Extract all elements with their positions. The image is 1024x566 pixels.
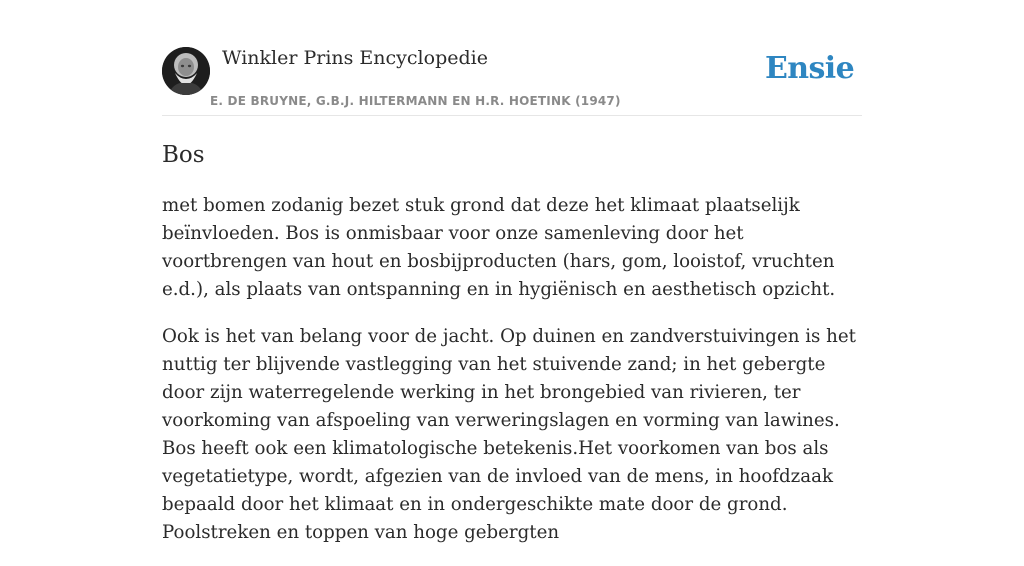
header-divider xyxy=(162,115,862,116)
source-title[interactable]: Winkler Prins Encyclopedie xyxy=(222,47,488,69)
article-paragraph: met bomen zodanig bezet stuk grond dat deze het klimaat plaatselijk beïnvloeden. Bos is onmisbaar voor onze samenleving door het voortbrengen van hout en bosbijproducten (hars, gom, looistof, vruchten e.d.), als plaats van ontspanning en in hygiënisch en aesthetisch opzicht. xyxy=(162,195,836,300)
ensie-logo[interactable]: Ensie xyxy=(765,51,855,86)
article-body xyxy=(162,192,862,566)
portrait-photo-icon xyxy=(162,47,210,95)
article-paragraph: Ook is het van belang voor de jacht. Op duinen en zandverstuivingen is het nuttig ter blijvende vastlegging van het stuivende zand; in het gebergte door zijn waterregelende werking in het brongebied van rivieren, ter voorkoming van afspoeling van verweringslagen en vorming van lawines. Bos heeft ook een klimatologische betekenis.Het voorkomen van bos als vegetatietype, wordt, afgezien van de invloed van de mens, in hoofdzaak bepaald door het klimaat en in ondergeschikte mate door de grond. Poolstreken en toppen van hoge gebergten xyxy=(162,326,856,543)
author-avatar[interactable] xyxy=(162,47,210,95)
source-authors: E. DE BRUYNE, G.B.J. HILTERMANN EN H.R. HOETINK (1947) xyxy=(210,94,621,108)
article-title: Bos xyxy=(162,142,205,168)
